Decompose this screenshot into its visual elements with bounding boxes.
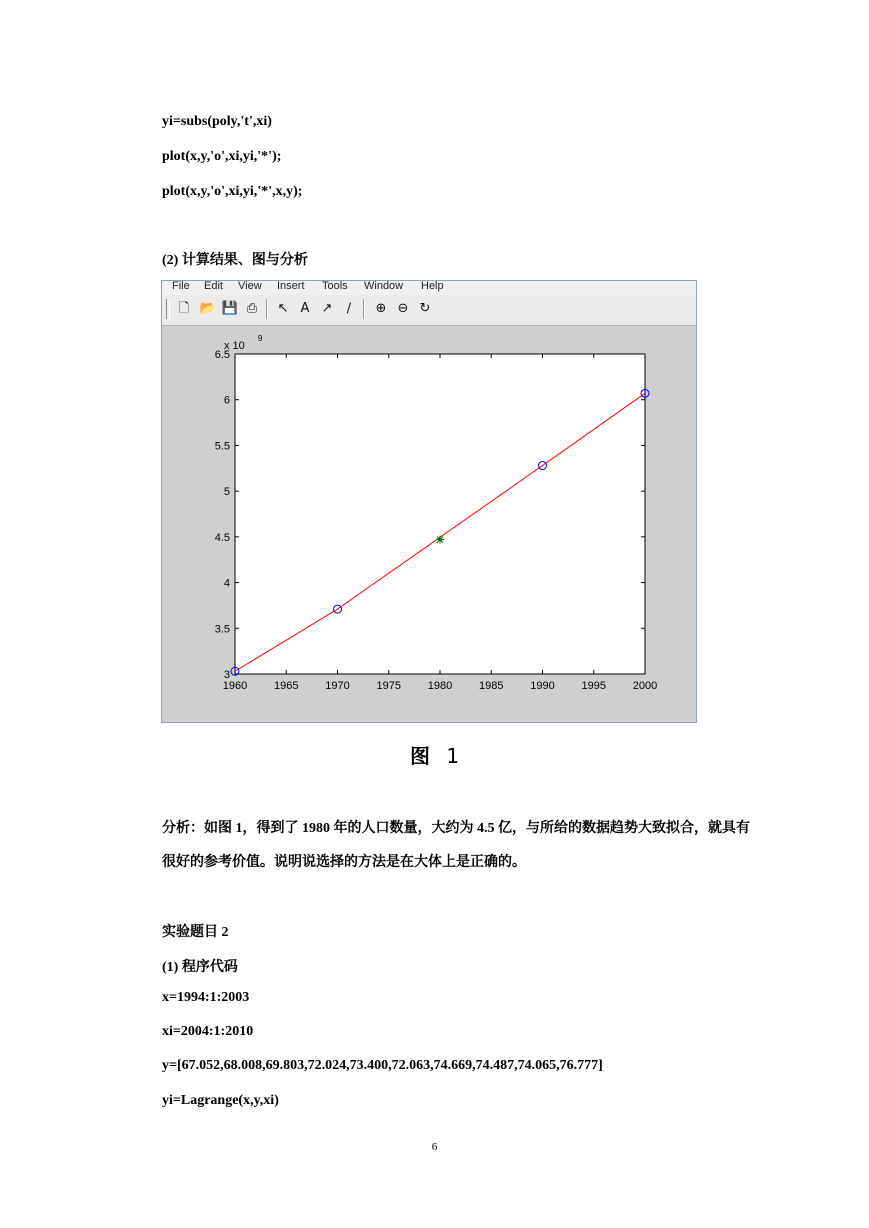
exp2-heading: 实验题目 2: [162, 925, 229, 940]
menu-file[interactable]: File: [172, 280, 190, 292]
toolbar-separator: [363, 299, 365, 319]
figure-caption: [0, 740, 869, 769]
svg-text:9: 9: [258, 334, 263, 343]
x-tick-label: 1980: [427, 680, 453, 692]
code-line: plot(x,y,'o',xi,yi,'*');: [162, 149, 282, 164]
x-tick-label: 2000: [632, 680, 658, 692]
svg-text:x 10: x 10: [224, 340, 245, 352]
x-tick-label: 1990: [530, 680, 555, 692]
figure-toolbar: [162, 295, 696, 326]
x-tick-label: 1995: [581, 680, 606, 692]
y-tick-label: 6.5: [214, 349, 230, 361]
axes-box: [235, 354, 645, 674]
print-icon[interactable]: ⎙: [246, 301, 258, 316]
zoom-out-icon[interactable]: ⊖: [397, 301, 409, 316]
text-insert-icon[interactable]: A: [300, 301, 310, 316]
matlab-figure-window: [161, 280, 697, 723]
y-tick-label: 6: [223, 394, 230, 407]
code-line: yi=subs(poly,'t',xi): [162, 114, 272, 129]
menu-tools[interactable]: Tools: [322, 280, 348, 292]
data-point-star: [436, 536, 444, 544]
arrow-draw-icon[interactable]: ↗: [321, 301, 333, 316]
menu-bar: [162, 281, 696, 295]
analysis-paragraph: 分析：如图 1，得到了 1980 年的人口数量，大约为 4.5 亿，与所给的数据趋势大致拟合，就具有很好的参考价值。说明说选择的方法是在大体上是正确的。: [162, 821, 750, 870]
line-draw-icon[interactable]: ∕: [346, 301, 352, 316]
section-heading: (2) 计算结果、图与分析: [162, 253, 308, 268]
new-file-icon[interactable]: 🗋: [178, 301, 190, 316]
page-number: 6: [431, 1141, 438, 1153]
rotate-icon[interactable]: ↻: [419, 301, 431, 316]
y-tick-label: 5: [223, 486, 230, 499]
menu-insert[interactable]: Insert: [277, 280, 305, 292]
figure-caption-zh: 图: [409, 744, 430, 768]
x-tick-label: 1960: [222, 680, 248, 692]
figure-caption-number: 1: [446, 744, 460, 768]
x-tick-label: 1965: [274, 680, 299, 692]
toolbar-grip: [166, 299, 170, 319]
code-line: plot(x,y,'o',xi,yi,'*',x,y);: [162, 184, 303, 199]
x-tick-label: 1970: [325, 680, 350, 692]
menu-edit[interactable]: Edit: [204, 280, 223, 292]
x-tick-label: 1975: [376, 680, 401, 692]
save-icon[interactable]: 💾: [221, 301, 239, 316]
arrow-cursor-icon[interactable]: ↖: [277, 301, 289, 316]
open-folder-icon[interactable]: 📂: [199, 301, 217, 316]
plot-area: [162, 327, 696, 722]
toolbar-separator: [266, 299, 268, 319]
exp2-subheading: (1) 程序代码: [162, 960, 238, 975]
menu-window[interactable]: Window: [364, 280, 404, 292]
zoom-in-icon[interactable]: ⊕: [375, 301, 387, 316]
y-tick-label: 5.5: [214, 440, 230, 453]
code-line: yi=Lagrange(x,y,xi): [162, 1093, 279, 1108]
menu-help[interactable]: Help: [421, 280, 444, 292]
y-tick-label: 3.5: [214, 623, 230, 636]
x-tick-label: 1985: [479, 680, 504, 692]
y-tick-label: 4: [223, 577, 230, 590]
code-line: xi=2004:1:2010: [162, 1024, 254, 1039]
y-tick-label: 4.5: [214, 531, 230, 544]
menu-view[interactable]: View: [238, 280, 262, 292]
y-tick-label: 3: [223, 669, 230, 681]
code-line: y=[67.052,68.008,69.803,72.024,73.400,72.063,74.669,74.487,74.065,76.777]: [162, 1058, 603, 1073]
code-line: x=1994:1:2003: [162, 990, 250, 1005]
